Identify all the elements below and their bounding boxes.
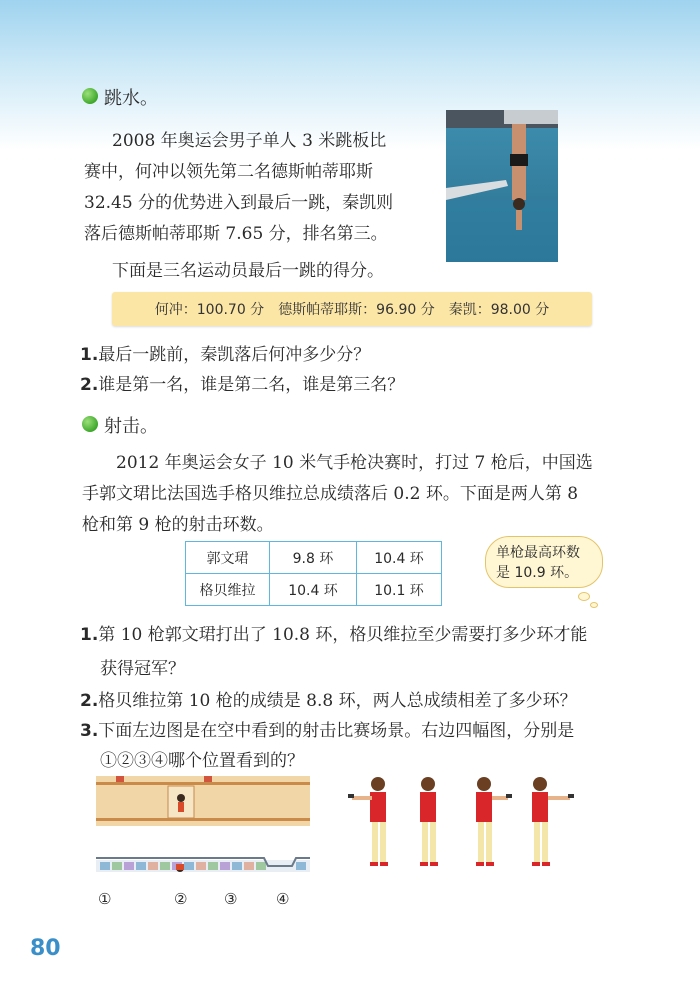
shooter-views [344,772,584,872]
para-line: 落后德斯帕蒂耶斯 7.65 分，排名第三。 [84,224,388,244]
table-cell: 10.4 环 [357,542,442,574]
question-number: 1. [80,625,99,645]
question-text: 格贝维拉第 10 枪的成绩是 8.8 环，两人总成绩相差了多少环？ [98,691,577,711]
diver-photo [446,110,558,262]
shooter-figure-1 [348,777,388,866]
shooting-question-2 [80,686,577,716]
shooter-figure-4 [532,777,574,866]
para-line: 赛中，何冲以领先第二名德斯帕蒂耶斯 [84,162,373,182]
table-cell: 10.1 环 [357,574,442,606]
tip-line: 是 10.9 环。 [496,565,579,581]
section-heading-shooting: 射击。 [104,416,158,437]
para-line: 2012 年奥运会女子 10 米气手枪决赛时，打过 7 枪后，中国选 [116,453,593,473]
tip-line: 单枪最高环数 [496,545,580,561]
shooting-question-1 [80,620,640,684]
question-text: 获得冠军？ [100,659,185,679]
score-despatie: 德斯帕蒂耶斯：96.90 分 [278,302,435,318]
table-row [186,574,442,606]
diving-paragraph [84,126,394,287]
green-bullet-icon [82,88,98,104]
position-label-2: ② [174,890,188,908]
para-line: 2008 年奥运会男子单人 3 米跳板比 [112,131,387,151]
question-number: 2. [80,375,99,395]
position-label-3: ③ [224,890,238,908]
shooter-figure-2 [420,777,438,866]
table-cell: 格贝维拉 [186,574,270,606]
question-number: 1. [80,345,99,365]
score-hechong: 何冲：100.70 分 [154,302,265,318]
question-text: ①②③④哪个位置看到的？ [100,751,304,771]
shooting-question-3 [80,716,640,776]
position-label-1: ① [98,890,112,908]
table-cell: 10.4 环 [270,574,357,606]
score-qinkai: 秦凯：98.00 分 [448,302,550,318]
question-text: 最后一跳前，秦凯落后何冲多少分？ [98,345,371,365]
page-number: 80 [30,936,61,961]
score-bar [112,292,592,326]
question-text: 下面左边图是在空中看到的射击比赛场景。右边四幅图，分别是 [98,721,575,741]
question-number: 3. [80,721,99,741]
shooting-paragraph [82,448,642,541]
shooting-range-aerial-view [96,776,310,888]
para-line: 手郭文珺比法国选手格贝维拉总成绩落后 0.2 环。下面是两人第 8 [82,484,579,504]
question-text: 第 10 枪郭文珺打出了 10.8 环，格贝维拉至少需要打多少环才能 [98,625,588,645]
question-text: 谁是第一名，谁是第二名，谁是第三名？ [98,375,405,395]
table-row [186,542,442,574]
green-bullet-icon [82,416,98,432]
shooter-figure-3 [476,777,512,866]
para-line: 枪和第 9 枪的射击环数。 [82,515,274,535]
position-label-4: ④ [276,890,290,908]
section-heading-diving: 跳水。 [104,88,158,109]
thought-dot [578,592,590,601]
diving-question-2 [80,370,404,400]
thought-dot [590,602,598,608]
para-line: 下面是三名运动员最后一跳的得分。 [112,261,384,281]
diving-question-1 [80,340,370,370]
table-cell: 9.8 环 [270,542,357,574]
table-cell: 郭文珺 [186,542,270,574]
para-line: 32.45 分的优势进入到最后一跳，秦凯则 [84,193,394,213]
shooting-score-table [185,541,442,606]
tip-bubble [485,536,603,588]
question-number: 2. [80,691,99,711]
